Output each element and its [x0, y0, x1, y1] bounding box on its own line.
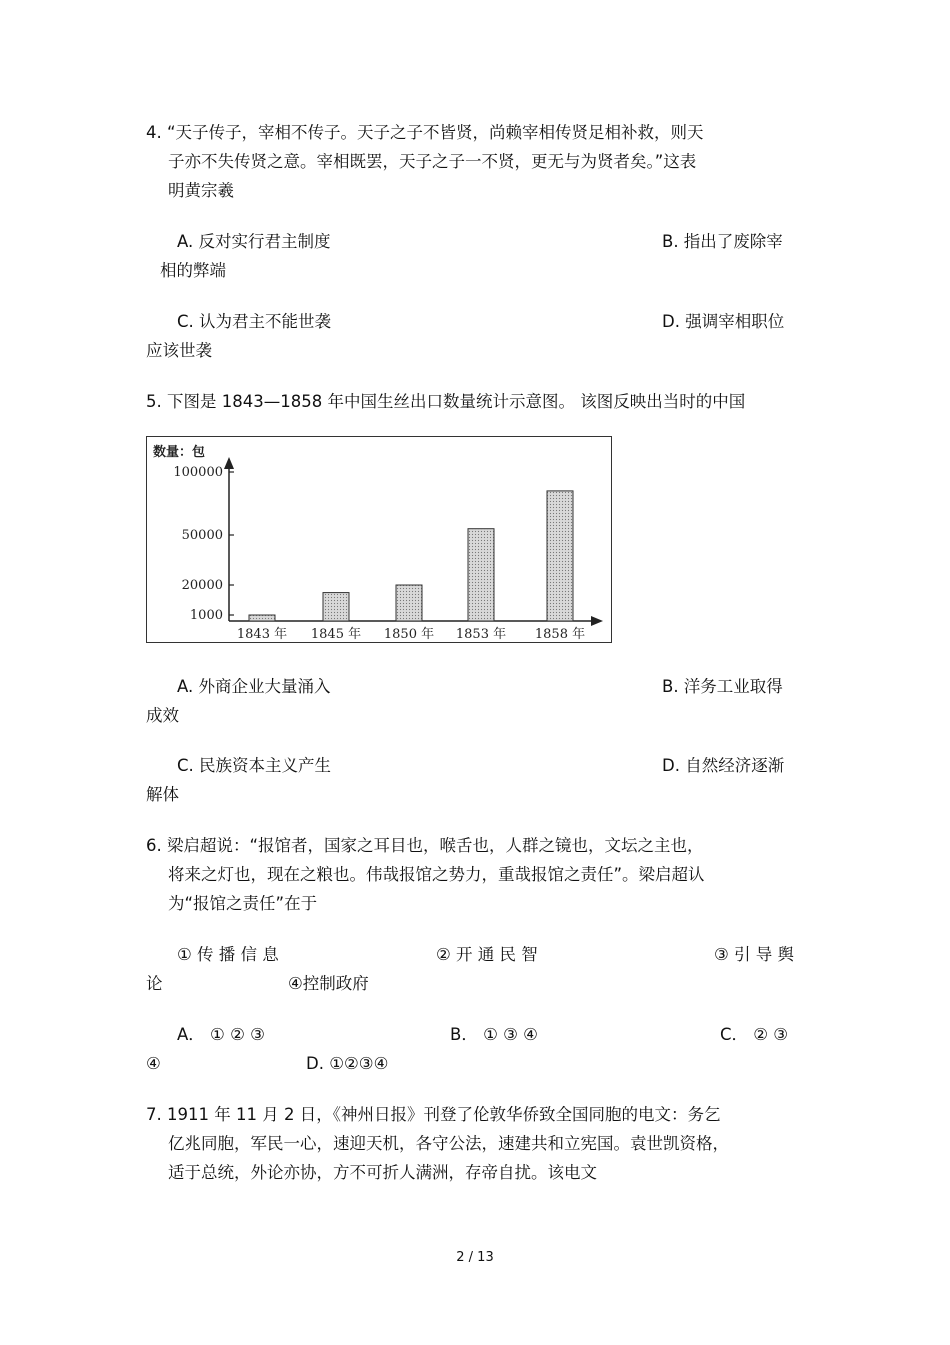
q6-option-c-cont: ④ — [146, 1054, 161, 1073]
y-tick-label: 20000 — [181, 578, 223, 593]
bar — [468, 529, 494, 621]
q6-option-c: C． ② ③ — [720, 1025, 789, 1044]
q6-option-b: B． ① ③ ④ — [450, 1025, 538, 1044]
q5-option-b-cont: 成效 — [146, 706, 179, 725]
page-number: 2 / 13 — [456, 1250, 494, 1265]
y-tick-label: 1000 — [189, 608, 223, 623]
silk-export-chart — [146, 436, 612, 643]
x-tick-label: 1845 年 — [310, 627, 362, 642]
y-axis-arrow — [224, 457, 234, 469]
bar — [396, 585, 422, 621]
q4-option-d: D. 强调宰相职位 — [662, 312, 785, 331]
q5-stem-line1: 5. 下图是 1843—1858 年中国生丝出口数量统计示意图。 该图反映出当时的中国 — [146, 392, 746, 411]
q6-stem-line3: 为“报馆之责任”在于 — [168, 894, 318, 913]
bar — [249, 615, 275, 621]
bar — [323, 593, 349, 621]
y-axis-label: 数量：包 — [153, 445, 206, 460]
q5-option-d: D. 自然经济逐渐 — [662, 756, 785, 775]
q6-item-1: ① 传 播 信 息 — [177, 945, 279, 964]
q4-stem-line2: 子亦不失传贤之意。宰相既罢，天子之子一不贤，更无与为贤者矣。”这表 — [168, 152, 697, 171]
q7-stem-line2: 亿兆同胞，军民一心，速迎天机，各守公法，速建共和立宪国。袁世凯资格， — [168, 1134, 729, 1153]
q4-option-d-cont: 应该世袭 — [146, 341, 212, 360]
q5-option-c: C. 民族资本主义产生 — [177, 756, 332, 775]
q6-item-2: ② 开 通 民 智 — [436, 945, 538, 964]
q5-option-b: B. 洋务工业取得 — [662, 677, 783, 696]
q7-stem-line3: 适于总统，外论亦协，方不可折人满洲，存帝自扰。该电文 — [168, 1163, 597, 1182]
q4-option-c: C. 认为君主不能世袭 — [177, 312, 332, 331]
q4-stem-line3: 明黄宗羲 — [168, 181, 234, 200]
q6-stem-line2: 将来之灯也，现在之粮也。伟哉报馆之势力，重哉报馆之责任”。梁启超认 — [168, 865, 705, 884]
x-tick-label: 1858 年 — [534, 627, 586, 642]
q6-option-d: D. ①②③④ — [306, 1054, 389, 1073]
q6-stem-line1: 6. 梁启超说：“报馆者，国家之耳目也，喉舌也，人群之镜也，文坛之主也， — [146, 836, 704, 855]
x-tick-label: 1843 年 — [236, 627, 288, 642]
q5-option-d-cont: 解体 — [146, 785, 179, 804]
q4-stem-line1: 4. “天子传子，宰相不传子。天子之子不皆贤，尚赖宰相传贤足相补救，则天 — [146, 123, 704, 142]
q6-item-4: ④控制政府 — [288, 974, 369, 993]
q5-option-a: A. 外商企业大量涌入 — [177, 677, 331, 696]
q4-option-b: B. 指出了废除宰 — [662, 232, 783, 251]
y-tick-label: 50000 — [181, 528, 223, 543]
q7-stem-line1: 7. 1911 年 11 月 2 日，《神州日报》刊登了伦敦华侨致全国同胞的电文：务乞 — [146, 1105, 721, 1124]
q4-option-b-cont: 相的弊端 — [160, 261, 226, 280]
q6-item-3-cont: 论 — [146, 974, 163, 993]
q6-option-a: A． ① ② ③ — [177, 1025, 265, 1044]
q6-item-3: ③ 引 导 舆 — [714, 945, 795, 964]
x-tick-label: 1850 年 — [383, 627, 435, 642]
y-tick-label: 100000 — [173, 465, 223, 480]
x-axis-arrow — [591, 616, 603, 626]
x-tick-label: 1853 年 — [455, 627, 507, 642]
bar — [547, 491, 573, 621]
chart-svg — [147, 437, 613, 644]
q4-option-a: A. 反对实行君主制度 — [177, 232, 331, 251]
